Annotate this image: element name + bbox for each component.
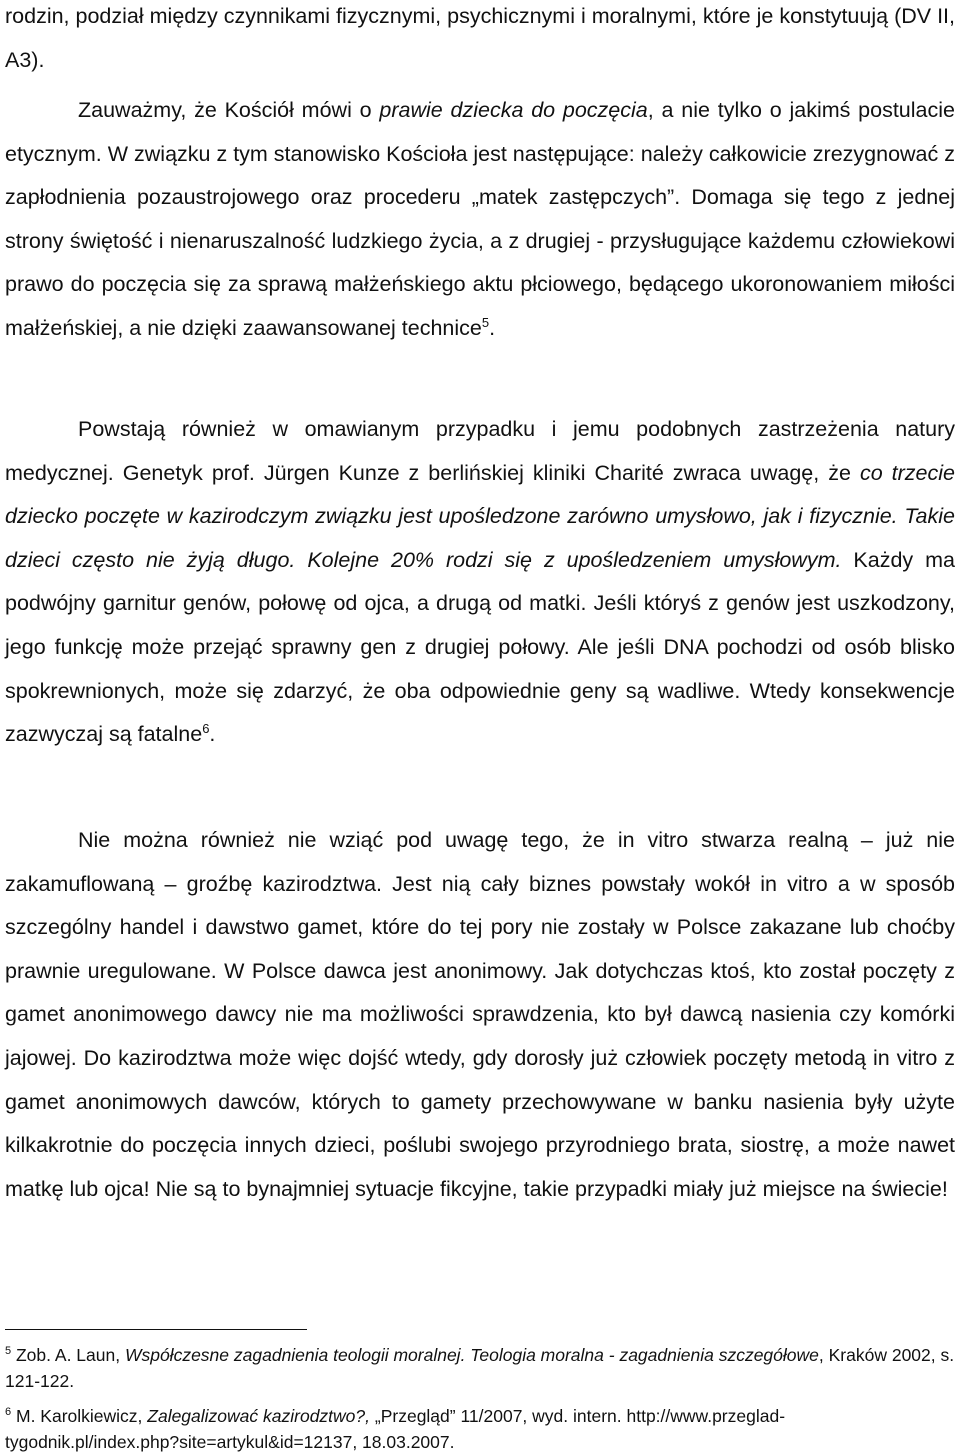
paragraph-1-text: rodzin, podział między czynnikami fizycznymi, psychicznymi i moralnymi, które je konstytuują (DV II, A3). xyxy=(5,4,955,72)
paragraph-2 xyxy=(5,89,955,351)
paragraph-3 xyxy=(5,408,955,757)
footnote-5-number: 5 xyxy=(5,1345,12,1358)
footnote-5-text-c: , Kraków 2002, s. 121-122. xyxy=(5,1345,955,1391)
footnote-6 xyxy=(5,1404,955,1455)
paragraph-2-text-c: , a nie tylko o jakimś postulacie etycznym. W związku z tym stanowisko Kościoła jest następujące: należy całkowicie zrezygnować z zapłodnienia pozaustrojowego oraz procederu „matek zastępczych”. Domaga się tego z jednej strony świętość i nienaruszalność ludzkiego życia, a z drugiej - przysługujące każdemu człowiekowi prawo do poczęcia się za sprawą małżeńskiego aktu płciowego, będącego ukoronowaniem miłości małżeńskiej, a nie dzięki zaawansowanej technice xyxy=(5,98,955,340)
paragraph-3-text-c: Każdy ma podwójny garnitur genów, połowę od ojca, a drugą od matki. Jeśli któryś z genów jest uszkodzony, jego funkcję może przejąć sprawny gen z drugiej połowy. Ale jeśli DNA pochodzi od osób blisko spokrewnionych, może się zdarzyć, że oba odpowiednie geny są wadliwe. Wtedy konsekwencje zazwyczaj są fatalne xyxy=(5,547,955,747)
footnote-5-title: Współczesne zagadnienia teologii moralnej. Teologia moralna - zagadnienia szczegółowe xyxy=(124,1345,819,1365)
paragraph-4 xyxy=(5,819,955,1211)
footnote-6-number: 6 xyxy=(5,1406,12,1419)
paragraph-2-text-d: . xyxy=(489,315,496,340)
paragraph-1 xyxy=(5,0,955,82)
footnote-separator xyxy=(5,1329,307,1330)
paragraph-3-text-a: Powstają również w omawianym przypadku i jemu podobnych zastrzeżenia natury medycznej. Genetyk prof. Jürgen Kunze z berlińskiej kliniki Charité zwraca uwagę, że xyxy=(5,417,955,485)
paragraph-2-text-a: Zauważmy, że Kościół mówi o xyxy=(78,98,380,122)
paragraph-4-text: Nie można również nie wziąć pod uwagę tego, że in vitro stwarza realną – już nie zakamuflowaną – groźbę kazirodztwa. Jest nią cały biznes powstały wokół in vitro a w sposób szczególny handel i dawstwo gamet, które do tej pory nie zostały w Polsce zakazane lub choćby prawnie uregulowane. W Polsce dawca jest anonimowy. Jak dotychczas ktoś, kto został poczęty z gamet anonimowego dawcy nie ma możliwości sprawdzenia, kto był dawcą nasienia czy komórki jajowej. Do kazirodztwa może więc dojść wtedy, gdy dorosły już człowiek poczęty metodą in vitro z gamet anonimowych dawców, których to gamety przechowywane w banku nasienia były użyte kilkakrotnie do poczęcia innych dzieci, poślubi swojego przyrodniego brata, siostrę, a może nawet matkę lub ojca! Nie są to bynajmniej sytuacje fikcyjne, takie przypadki miały już miejsce na świecie! xyxy=(5,828,955,1201)
paragraph-3-italic: co trzecie dziecko poczęte w kazirodczym związku jest upośledzone zarówno umysłowo, jak i fizycznie. Takie dzieci często nie żyją długo. Kolejne 20% rodzi się z upośledzeniem umysłowym. xyxy=(5,460,955,572)
footnote-ref-6[interactable]: 6 xyxy=(202,721,210,736)
footnote-6-text-a: M. Karolkiewicz, xyxy=(11,1406,148,1426)
footnote-6-text-c: „Przegląd” 11/2007, wyd. intern. http://www.przeglad-tygodnik.pl/index.php?site=artykul&id=12137, 18.03.2007. xyxy=(5,1406,786,1452)
footnote-5-text-a: Zob. A. Laun, xyxy=(11,1345,125,1365)
footnote-6-title: Zalegalizować kazirodztwo?, xyxy=(147,1406,371,1426)
paragraph-3-text-d: . xyxy=(209,722,216,747)
footnote-5 xyxy=(5,1343,955,1394)
footnote-ref-5[interactable]: 5 xyxy=(481,314,490,330)
paragraph-2-italic: prawie dziecka do poczęcia xyxy=(379,98,648,122)
